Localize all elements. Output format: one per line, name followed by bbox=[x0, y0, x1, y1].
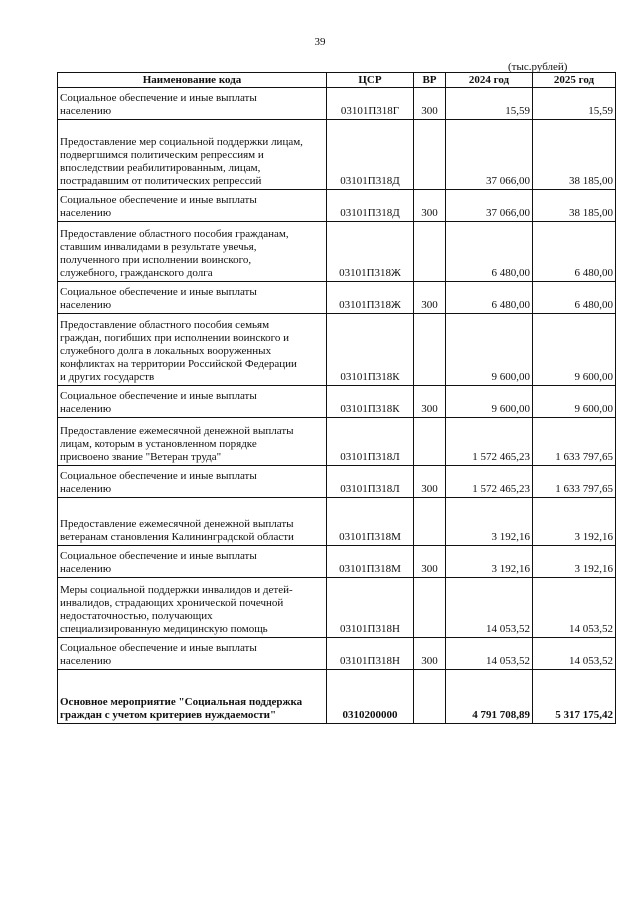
table-row bbox=[58, 578, 616, 638]
cell-name-line: населению bbox=[60, 563, 112, 575]
cell-vr bbox=[414, 120, 446, 190]
cell-name-line: служебного долга в локальных вооруженных bbox=[60, 345, 272, 357]
cell-2024: 1 572 465,23 bbox=[446, 466, 533, 498]
cell-name-line: населению bbox=[60, 299, 112, 311]
cell-csr: 03101П318Ж bbox=[327, 222, 414, 282]
cell-name-line: Социальное обеспечение и иные выплаты bbox=[60, 92, 257, 104]
cell-name bbox=[58, 386, 327, 418]
cell-vr bbox=[414, 498, 446, 546]
cell-vr bbox=[414, 222, 446, 282]
cell-name bbox=[58, 190, 327, 222]
cell-2024: 14 053,52 bbox=[446, 578, 533, 638]
cell-name-line: Предоставление ежемесячной денежной выплаты bbox=[60, 518, 294, 530]
cell-2025: 38 185,00 bbox=[533, 120, 616, 190]
cell-2025: 15,59 bbox=[533, 88, 616, 120]
header-csr: ЦСР bbox=[327, 73, 414, 88]
cell-2025: 1 633 797,65 bbox=[533, 418, 616, 466]
table-row bbox=[58, 546, 616, 578]
cell-name bbox=[58, 88, 327, 120]
cell-2024: 14 053,52 bbox=[446, 638, 533, 670]
cell-name bbox=[58, 498, 327, 546]
cell-name bbox=[58, 638, 327, 670]
cell-csr: 03101П318М bbox=[327, 546, 414, 578]
cell-name bbox=[58, 578, 327, 638]
cell-2024: 3 192,16 bbox=[446, 498, 533, 546]
cell-vr bbox=[414, 578, 446, 638]
cell-csr: 03101П318Д bbox=[327, 190, 414, 222]
cell-name-line: впоследствии реабилитированным, лицам, bbox=[60, 162, 261, 174]
table-row bbox=[58, 670, 616, 724]
cell-name-line: Предоставление областного пособия семьям bbox=[60, 319, 270, 331]
cell-csr: 03101П318Н bbox=[327, 578, 414, 638]
cell-name-line: Меры социальной поддержки инвалидов и детей- bbox=[60, 584, 293, 596]
cell-vr: 300 bbox=[414, 386, 446, 418]
cell-name-line: граждан, погибших при исполнении воинского и bbox=[60, 332, 289, 344]
cell-2024: 1 572 465,23 bbox=[446, 418, 533, 466]
cell-csr: 03101П318Ж bbox=[327, 282, 414, 314]
table-row bbox=[58, 386, 616, 418]
cell-2025: 5 317 175,42 bbox=[533, 670, 616, 724]
cell-name-line: служебного, гражданского долга bbox=[60, 267, 213, 279]
cell-vr bbox=[414, 314, 446, 386]
cell-2024: 9 600,00 bbox=[446, 386, 533, 418]
cell-name bbox=[58, 466, 327, 498]
units-label: (тыс.рублей) bbox=[508, 61, 568, 73]
cell-2024: 37 066,00 bbox=[446, 120, 533, 190]
cell-name bbox=[58, 222, 327, 282]
table-row bbox=[58, 88, 616, 120]
cell-2024: 4 791 708,89 bbox=[446, 670, 533, 724]
cell-name-line: Социальное обеспечение и иные выплаты bbox=[60, 642, 257, 654]
table-header-row bbox=[58, 73, 616, 88]
table-row bbox=[58, 498, 616, 546]
cell-vr: 300 bbox=[414, 638, 446, 670]
table-row bbox=[58, 638, 616, 670]
cell-name bbox=[58, 546, 327, 578]
cell-name-line: недостаточностью, получающих bbox=[60, 610, 213, 622]
cell-name-line: населению bbox=[60, 655, 112, 667]
cell-2025: 14 053,52 bbox=[533, 578, 616, 638]
cell-csr: 03101П318К bbox=[327, 386, 414, 418]
cell-2025: 3 192,16 bbox=[533, 498, 616, 546]
cell-name bbox=[58, 314, 327, 386]
cell-2025: 6 480,00 bbox=[533, 222, 616, 282]
cell-name-line: Социальное обеспечение и иные выплаты bbox=[60, 286, 257, 298]
cell-vr: 300 bbox=[414, 466, 446, 498]
cell-name-line: Предоставление мер социальной поддержки лицам, bbox=[60, 136, 303, 148]
cell-name-line: инвалидов, страдающих хронической почечной bbox=[60, 597, 284, 609]
cell-csr: 03101П318Л bbox=[327, 466, 414, 498]
cell-vr: 300 bbox=[414, 282, 446, 314]
table-row bbox=[58, 282, 616, 314]
cell-vr: 300 bbox=[414, 88, 446, 120]
cell-name-line: Предоставление областного пособия гражданам, bbox=[60, 228, 289, 240]
table-row bbox=[58, 222, 616, 282]
cell-2025: 6 480,00 bbox=[533, 282, 616, 314]
cell-name-line: населению bbox=[60, 207, 112, 219]
cell-name-line: специализированную медицинскую помощь bbox=[60, 623, 268, 635]
cell-name-line: населению bbox=[60, 403, 112, 415]
cell-2024: 37 066,00 bbox=[446, 190, 533, 222]
cell-name-line: Предоставление ежемесячной денежной выплаты bbox=[60, 425, 294, 437]
table-row bbox=[58, 418, 616, 466]
cell-name-line: Социальное обеспечение и иные выплаты bbox=[60, 194, 257, 206]
cell-name-line: лицам, которым в установленном порядке bbox=[60, 438, 257, 450]
cell-vr bbox=[414, 418, 446, 466]
header-vr: ВР bbox=[414, 73, 446, 88]
cell-name-line: присвоено звание "Ветеран труда" bbox=[60, 451, 222, 463]
header-2024: 2024 год bbox=[446, 73, 533, 88]
table-row bbox=[58, 190, 616, 222]
cell-2024: 6 480,00 bbox=[446, 222, 533, 282]
table-row bbox=[58, 120, 616, 190]
cell-name-line: граждан с учетом критериев нуждаемости" bbox=[60, 709, 277, 721]
cell-name bbox=[58, 418, 327, 466]
cell-csr: 03101П318Д bbox=[327, 120, 414, 190]
cell-name-line: ветеранам становления Калининградской области bbox=[60, 531, 294, 543]
cell-name-line: Социальное обеспечение и иные выплаты bbox=[60, 550, 257, 562]
cell-name-line: Социальное обеспечение и иные выплаты bbox=[60, 390, 257, 402]
cell-csr: 03101П318Г bbox=[327, 88, 414, 120]
cell-name-line: Основное мероприятие "Социальная поддержка bbox=[60, 696, 303, 708]
cell-csr: 03101П318Н bbox=[327, 638, 414, 670]
cell-2024: 9 600,00 bbox=[446, 314, 533, 386]
cell-2025: 3 192,16 bbox=[533, 546, 616, 578]
cell-2025: 9 600,00 bbox=[533, 386, 616, 418]
table-row bbox=[58, 314, 616, 386]
cell-name-line: полученного при исполнении воинского, bbox=[60, 254, 252, 266]
cell-name-line: пострадавшим от политических репрессий bbox=[60, 175, 262, 187]
cell-csr: 03101П318Л bbox=[327, 418, 414, 466]
cell-2025: 38 185,00 bbox=[533, 190, 616, 222]
cell-2025: 14 053,52 bbox=[533, 638, 616, 670]
cell-name-line: населению bbox=[60, 105, 112, 117]
cell-name-line: населению bbox=[60, 483, 112, 495]
budget-table bbox=[57, 72, 616, 724]
cell-name bbox=[58, 120, 327, 190]
page-number: 39 bbox=[314, 36, 326, 48]
cell-vr bbox=[414, 670, 446, 724]
cell-name-line: и других государств bbox=[60, 371, 155, 383]
header-2025: 2025 год bbox=[533, 73, 616, 88]
cell-name-line: Социальное обеспечение и иные выплаты bbox=[60, 470, 257, 482]
cell-2024: 3 192,16 bbox=[446, 546, 533, 578]
cell-name bbox=[58, 282, 327, 314]
cell-name-line: подвергшимся политическим репрессиям и bbox=[60, 149, 264, 161]
cell-2024: 15,59 bbox=[446, 88, 533, 120]
cell-2024: 6 480,00 bbox=[446, 282, 533, 314]
cell-csr: 0310200000 bbox=[327, 670, 414, 724]
header-name: Наименование кода bbox=[58, 73, 327, 88]
cell-2025: 1 633 797,65 bbox=[533, 466, 616, 498]
table-row bbox=[58, 466, 616, 498]
cell-name-line: конфликтах на территории Российской Федерации bbox=[60, 358, 297, 370]
cell-name-line: ставшим инвалидами в результате увечья, bbox=[60, 241, 257, 253]
cell-vr: 300 bbox=[414, 190, 446, 222]
cell-vr: 300 bbox=[414, 546, 446, 578]
cell-csr: 03101П318М bbox=[327, 498, 414, 546]
cell-name bbox=[58, 670, 327, 724]
cell-2025: 9 600,00 bbox=[533, 314, 616, 386]
cell-csr: 03101П318К bbox=[327, 314, 414, 386]
